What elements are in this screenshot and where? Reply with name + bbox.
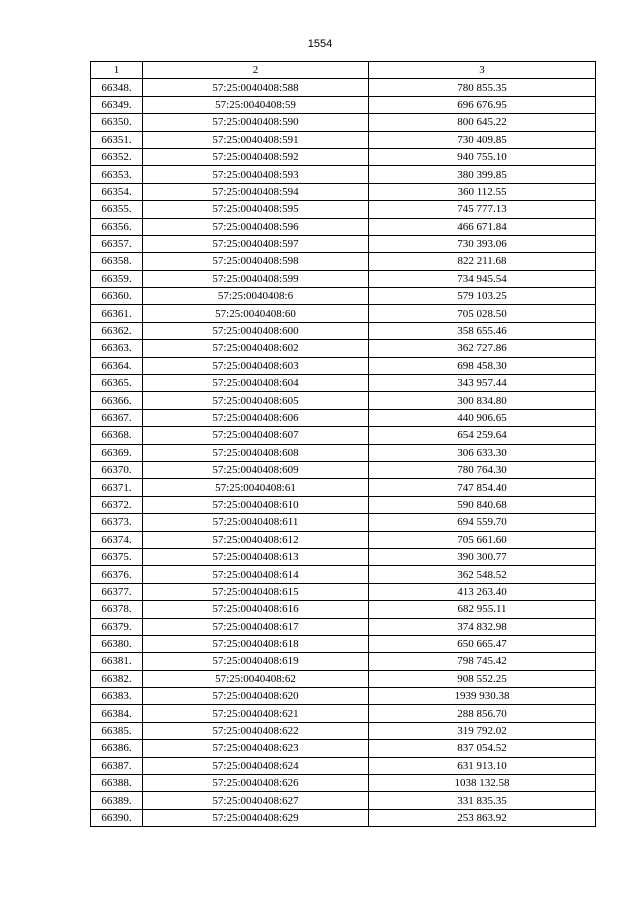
cell-row-number: 66351. <box>91 131 143 148</box>
table-row <box>91 809 596 826</box>
table-row <box>91 96 596 113</box>
cell-cadastral-id: 57:25:0040408:609 <box>143 461 369 478</box>
table-row <box>91 131 596 148</box>
table-row <box>91 461 596 478</box>
table-row <box>91 775 596 792</box>
table-row <box>91 183 596 200</box>
cell-row-number: 66352. <box>91 148 143 165</box>
cell-cadastral-id: 57:25:0040408:608 <box>143 444 369 461</box>
cell-value: 590 840.68 <box>369 496 596 513</box>
cell-row-number: 66357. <box>91 235 143 252</box>
cell-row-number: 66365. <box>91 375 143 392</box>
table-row <box>91 218 596 235</box>
cell-row-number: 66364. <box>91 357 143 374</box>
cell-value: 654 259.64 <box>369 427 596 444</box>
table-header-row <box>91 62 596 79</box>
cell-value: 650 665.47 <box>369 635 596 652</box>
cell-cadastral-id: 57:25:0040408:596 <box>143 218 369 235</box>
cell-cadastral-id: 57:25:0040408:603 <box>143 357 369 374</box>
table-row <box>91 479 596 496</box>
table-row <box>91 375 596 392</box>
cell-cadastral-id: 57:25:0040408:617 <box>143 618 369 635</box>
cell-value: 730 409.85 <box>369 131 596 148</box>
cell-cadastral-id: 57:25:0040408:622 <box>143 722 369 739</box>
cell-cadastral-id: 57:25:0040408:602 <box>143 340 369 357</box>
cell-value: 380 399.85 <box>369 166 596 183</box>
cell-row-number: 66381. <box>91 653 143 670</box>
table-row <box>91 653 596 670</box>
table-row <box>91 148 596 165</box>
cell-row-number: 66363. <box>91 340 143 357</box>
cell-row-number: 66359. <box>91 270 143 287</box>
cell-value: 780 764.30 <box>369 461 596 478</box>
cell-row-number: 66348. <box>91 79 143 96</box>
cell-cadastral-id: 57:25:0040408:599 <box>143 270 369 287</box>
cell-row-number: 66370. <box>91 461 143 478</box>
cell-cadastral-id: 57:25:0040408:611 <box>143 514 369 531</box>
cell-row-number: 66356. <box>91 218 143 235</box>
column-header-number: 1 <box>91 62 143 79</box>
cell-row-number: 66367. <box>91 409 143 426</box>
cell-value: 747 854.40 <box>369 479 596 496</box>
cell-cadastral-id: 57:25:0040408:62 <box>143 670 369 687</box>
cell-row-number: 66387. <box>91 757 143 774</box>
cell-row-number: 66358. <box>91 253 143 270</box>
cell-value: 798 745.42 <box>369 653 596 670</box>
cell-value: 698 458.30 <box>369 357 596 374</box>
cell-value: 822 211.68 <box>369 253 596 270</box>
cell-cadastral-id: 57:25:0040408:606 <box>143 409 369 426</box>
table-row <box>91 79 596 96</box>
cell-value: 1939 930.38 <box>369 688 596 705</box>
table-row <box>91 340 596 357</box>
cell-cadastral-id: 57:25:0040408:612 <box>143 531 369 548</box>
cell-cadastral-id: 57:25:0040408:623 <box>143 740 369 757</box>
cell-cadastral-id: 57:25:0040408:597 <box>143 235 369 252</box>
cell-cadastral-id: 57:25:0040408:615 <box>143 583 369 600</box>
table-row <box>91 740 596 757</box>
cell-cadastral-id: 57:25:0040408:600 <box>143 322 369 339</box>
table-row <box>91 270 596 287</box>
cell-row-number: 66377. <box>91 583 143 600</box>
cell-value: 253 863.92 <box>369 809 596 826</box>
cadastral-value-table <box>90 61 596 827</box>
cell-row-number: 66355. <box>91 201 143 218</box>
cell-cadastral-id: 57:25:0040408:594 <box>143 183 369 200</box>
cell-row-number: 66368. <box>91 427 143 444</box>
cell-value: 705 661.60 <box>369 531 596 548</box>
cell-row-number: 66349. <box>91 96 143 113</box>
cell-value: 705 028.50 <box>369 305 596 322</box>
table-row <box>91 166 596 183</box>
cell-cadastral-id: 57:25:0040408:588 <box>143 79 369 96</box>
cell-value: 631 913.10 <box>369 757 596 774</box>
table-row <box>91 305 596 322</box>
table-row <box>91 427 596 444</box>
cell-value: 413 263.40 <box>369 583 596 600</box>
cell-cadastral-id: 57:25:0040408:620 <box>143 688 369 705</box>
cell-row-number: 66362. <box>91 322 143 339</box>
cell-row-number: 66379. <box>91 618 143 635</box>
cell-cadastral-id: 57:25:0040408:590 <box>143 114 369 131</box>
page-number: 1554 <box>307 38 333 50</box>
cell-row-number: 66383. <box>91 688 143 705</box>
cell-row-number: 66366. <box>91 392 143 409</box>
cell-value: 694 559.70 <box>369 514 596 531</box>
cell-cadastral-id: 57:25:0040408:621 <box>143 705 369 722</box>
table-row <box>91 566 596 583</box>
cell-value: 390 300.77 <box>369 548 596 565</box>
cell-value: 745 777.13 <box>369 201 596 218</box>
table-row <box>91 705 596 722</box>
cell-row-number: 66386. <box>91 740 143 757</box>
cell-value: 331 835.35 <box>369 792 596 809</box>
cell-row-number: 66389. <box>91 792 143 809</box>
table-row <box>91 322 596 339</box>
cell-row-number: 66369. <box>91 444 143 461</box>
cell-value: 696 676.95 <box>369 96 596 113</box>
cell-row-number: 66388. <box>91 775 143 792</box>
cell-cadastral-id: 57:25:0040408:6 <box>143 288 369 305</box>
cell-cadastral-id: 57:25:0040408:624 <box>143 757 369 774</box>
cell-value: 466 671.84 <box>369 218 596 235</box>
cell-value: 358 655.46 <box>369 322 596 339</box>
cell-cadastral-id: 57:25:0040408:593 <box>143 166 369 183</box>
cell-cadastral-id: 57:25:0040408:619 <box>143 653 369 670</box>
cell-row-number: 66378. <box>91 601 143 618</box>
table-body <box>91 79 596 827</box>
table-row <box>91 514 596 531</box>
cell-value: 730 393.06 <box>369 235 596 252</box>
cell-cadastral-id: 57:25:0040408:607 <box>143 427 369 444</box>
table-row <box>91 601 596 618</box>
cell-value: 319 792.02 <box>369 722 596 739</box>
cell-cadastral-id: 57:25:0040408:614 <box>143 566 369 583</box>
cell-cadastral-id: 57:25:0040408:591 <box>143 131 369 148</box>
table-row <box>91 288 596 305</box>
table-row <box>91 722 596 739</box>
cell-cadastral-id: 57:25:0040408:59 <box>143 96 369 113</box>
cell-value: 362 727.86 <box>369 340 596 357</box>
table-row <box>91 253 596 270</box>
cell-value: 682 955.11 <box>369 601 596 618</box>
cell-cadastral-id: 57:25:0040408:605 <box>143 392 369 409</box>
cell-cadastral-id: 57:25:0040408:626 <box>143 775 369 792</box>
cell-cadastral-id: 57:25:0040408:598 <box>143 253 369 270</box>
cell-value: 362 548.52 <box>369 566 596 583</box>
table-row <box>91 670 596 687</box>
cell-value: 734 945.54 <box>369 270 596 287</box>
cell-cadastral-id: 57:25:0040408:595 <box>143 201 369 218</box>
cell-row-number: 66350. <box>91 114 143 131</box>
cell-row-number: 66371. <box>91 479 143 496</box>
table-row <box>91 618 596 635</box>
cell-row-number: 66373. <box>91 514 143 531</box>
cell-row-number: 66390. <box>91 809 143 826</box>
table-row <box>91 531 596 548</box>
table-row <box>91 548 596 565</box>
cell-value: 1038 132.58 <box>369 775 596 792</box>
cell-row-number: 66353. <box>91 166 143 183</box>
cell-value: 288 856.70 <box>369 705 596 722</box>
cell-value: 300 834.80 <box>369 392 596 409</box>
cell-cadastral-id: 57:25:0040408:629 <box>143 809 369 826</box>
table-row <box>91 688 596 705</box>
cell-cadastral-id: 57:25:0040408:610 <box>143 496 369 513</box>
cell-value: 800 645.22 <box>369 114 596 131</box>
cell-value: 306 633.30 <box>369 444 596 461</box>
cell-value: 440 906.65 <box>369 409 596 426</box>
cell-row-number: 66372. <box>91 496 143 513</box>
cell-cadastral-id: 57:25:0040408:60 <box>143 305 369 322</box>
table-row <box>91 792 596 809</box>
table-row <box>91 392 596 409</box>
cell-cadastral-id: 57:25:0040408:613 <box>143 548 369 565</box>
cell-row-number: 66354. <box>91 183 143 200</box>
cell-row-number: 66384. <box>91 705 143 722</box>
cell-value: 837 054.52 <box>369 740 596 757</box>
cell-value: 343 957.44 <box>369 375 596 392</box>
cell-value: 579 103.25 <box>369 288 596 305</box>
cell-row-number: 66380. <box>91 635 143 652</box>
cell-row-number: 66376. <box>91 566 143 583</box>
table-row <box>91 409 596 426</box>
table-row <box>91 444 596 461</box>
cell-cadastral-id: 57:25:0040408:616 <box>143 601 369 618</box>
column-header-cadastral-id: 2 <box>143 62 369 79</box>
column-header-value: 3 <box>369 62 596 79</box>
cell-cadastral-id: 57:25:0040408:627 <box>143 792 369 809</box>
table-row <box>91 357 596 374</box>
table-row <box>91 635 596 652</box>
cell-row-number: 66360. <box>91 288 143 305</box>
table-row <box>91 201 596 218</box>
cell-row-number: 66385. <box>91 722 143 739</box>
table-row <box>91 235 596 252</box>
cell-value: 374 832.98 <box>369 618 596 635</box>
cell-row-number: 66374. <box>91 531 143 548</box>
table-row <box>91 114 596 131</box>
cell-value: 360 112.55 <box>369 183 596 200</box>
table-row <box>91 583 596 600</box>
table-row <box>91 496 596 513</box>
cell-value: 940 755.10 <box>369 148 596 165</box>
cell-row-number: 66361. <box>91 305 143 322</box>
cell-cadastral-id: 57:25:0040408:592 <box>143 148 369 165</box>
cell-row-number: 66375. <box>91 548 143 565</box>
cell-row-number: 66382. <box>91 670 143 687</box>
cell-value: 908 552.25 <box>369 670 596 687</box>
cell-value: 780 855.35 <box>369 79 596 96</box>
table-row <box>91 757 596 774</box>
cell-cadastral-id: 57:25:0040408:604 <box>143 375 369 392</box>
cell-cadastral-id: 57:25:0040408:61 <box>143 479 369 496</box>
cell-cadastral-id: 57:25:0040408:618 <box>143 635 369 652</box>
